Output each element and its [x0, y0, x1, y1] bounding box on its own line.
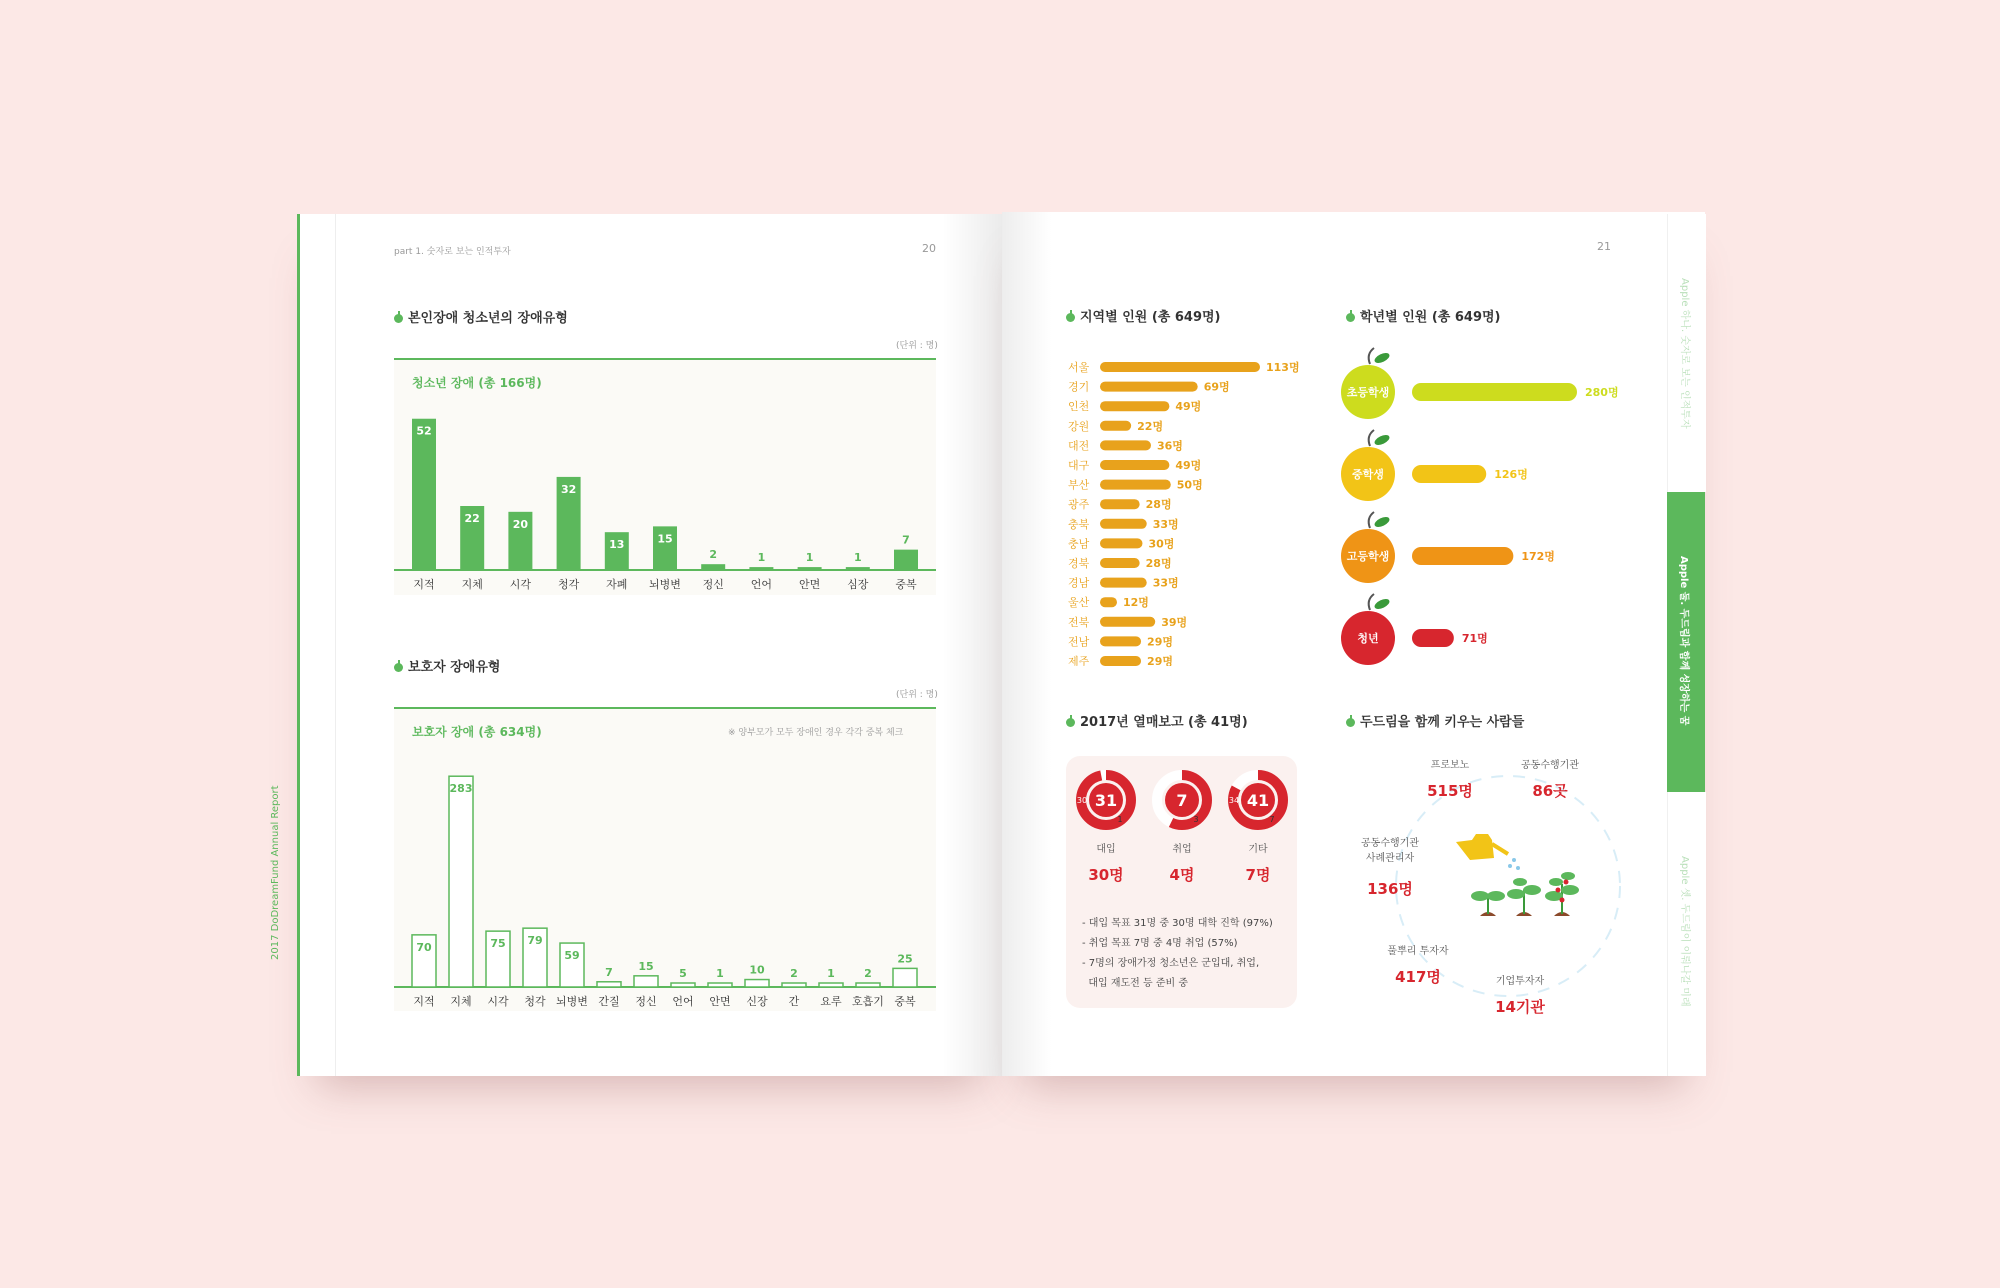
region-bar-chart — [1060, 356, 1320, 666]
report-value-1: 30명 — [1088, 866, 1124, 884]
tick-label: 지적 — [413, 995, 435, 1008]
bar — [1412, 629, 1454, 647]
tick-label: 심장 — [847, 578, 869, 591]
data-label: 30명 — [1148, 537, 1175, 551]
apple-label: 청년 — [1357, 632, 1379, 645]
apple-leaf-icon — [1373, 597, 1391, 611]
bar — [1100, 558, 1140, 568]
data-label: 126명 — [1494, 468, 1528, 481]
tick-label: 간질 — [598, 995, 620, 1008]
tick-label: 지체 — [461, 578, 483, 591]
bar — [1100, 636, 1141, 646]
side-tab-3-label: Apple 셋. 두드림이 이뤄나갈 미래 — [1679, 856, 1690, 1007]
tick-label: 자폐 — [606, 578, 628, 591]
tick-label: 정신 — [702, 578, 724, 591]
tick-label: 신장 — [746, 995, 768, 1008]
data-label: 29명 — [1147, 635, 1173, 649]
people-label-partner: 공동수행기관 — [1521, 760, 1579, 771]
data-label: 32 — [560, 482, 577, 496]
side-tab-1-label: Apple 하나. 숫자로 보는 인적투자 — [1679, 278, 1690, 429]
apple-leaf-icon — [1373, 351, 1391, 365]
bar — [749, 567, 773, 570]
donut-right-label: 3 — [1193, 815, 1199, 824]
tick-label: 충북 — [1068, 517, 1090, 531]
bar — [894, 550, 918, 570]
tick-label: 충남 — [1068, 537, 1090, 551]
data-label: 7 — [902, 533, 910, 547]
people-value-case-manager: 136명 — [1367, 880, 1413, 898]
bar — [1100, 578, 1147, 588]
data-label: 7 — [605, 965, 613, 979]
bar — [1100, 519, 1147, 529]
data-label: 12명 — [1122, 596, 1149, 610]
bar — [1100, 617, 1155, 627]
tick-label: 언어 — [750, 578, 773, 591]
data-label: 15 — [638, 959, 654, 973]
tick-label: 뇌병변 — [556, 995, 588, 1008]
tick-label: 울산 — [1068, 596, 1090, 610]
unit-label: (단위 : 명) — [896, 690, 938, 700]
bar — [1100, 421, 1131, 431]
bar — [701, 564, 725, 570]
youth-bar-chart — [394, 360, 936, 595]
donut-value: 7 — [1176, 791, 1188, 810]
tick-label: 지체 — [450, 995, 472, 1008]
report-note: - 7명의 장애가정 청소년은 군입대, 취업, — [1082, 958, 1260, 969]
bar — [597, 982, 621, 987]
data-label: 20 — [512, 517, 529, 531]
bar — [1100, 656, 1141, 666]
data-label: 69명 — [1203, 380, 1230, 394]
data-label: 283 — [449, 782, 473, 796]
tick-label: 제주 — [1068, 655, 1090, 666]
data-label: 52 — [416, 424, 432, 438]
data-label: 2 — [790, 967, 798, 980]
data-label: 25 — [897, 952, 913, 966]
tick-label: 시각 — [487, 995, 509, 1008]
data-label: 33명 — [1152, 517, 1179, 531]
apple-label: 초등학생 — [1346, 386, 1390, 399]
bar — [846, 567, 870, 570]
report-value-2: 4명 — [1169, 866, 1195, 884]
apple-stem-icon — [1369, 430, 1374, 446]
watering-can-sprouts-icon — [1450, 824, 1590, 924]
report-label-2: 취업 — [1172, 844, 1192, 855]
people-label-case-manager: 공동수행기관 사례관리자 — [1361, 838, 1419, 864]
left-page-edge — [297, 214, 300, 1076]
donut-left-label: 4 — [1155, 796, 1161, 805]
unit-label: (단위 : 명) — [896, 341, 938, 351]
people-value-corporate: 14기관 — [1495, 998, 1545, 1016]
apple-bullet-icon — [394, 314, 403, 323]
apple-leaf-icon — [1373, 433, 1391, 447]
report-note: 대입 재도전 등 준비 중 — [1082, 978, 1189, 989]
guardian-chart-title: 보호자 장애 (총 634명) — [412, 725, 542, 739]
tick-label: 청각 — [524, 995, 546, 1008]
tick-label: 전남 — [1068, 635, 1090, 649]
data-label: 1 — [805, 551, 814, 565]
report-value-3: 7명 — [1245, 866, 1271, 884]
data-label: 39명 — [1161, 615, 1188, 629]
tick-label: 서울 — [1068, 361, 1090, 374]
donut-value: 41 — [1246, 791, 1270, 810]
data-label: 29명 — [1147, 655, 1173, 666]
bar — [634, 976, 658, 987]
data-label: 49명 — [1175, 459, 1202, 472]
data-label: 2 — [864, 967, 872, 980]
report-label-1: 대입 — [1096, 844, 1116, 855]
data-label: 49명 — [1175, 400, 1202, 414]
bar — [412, 419, 436, 570]
bar — [1100, 480, 1171, 490]
donut-left-label: 30 — [1076, 796, 1088, 805]
bar — [1100, 499, 1140, 509]
apple-leaf-icon — [1373, 515, 1391, 529]
bar — [1100, 538, 1142, 548]
report-panel — [1066, 756, 1297, 1008]
guardian-chart-note: ※ 양부모가 모두 장애인 경우 각각 중복 체크 — [728, 728, 904, 738]
section-title-text: 보호자 장애유형 — [408, 660, 501, 675]
people-value-probono: 515명 — [1427, 782, 1473, 800]
apple-stem-icon — [1369, 594, 1374, 610]
data-label: 172명 — [1521, 550, 1555, 563]
people-label-corporate: 기업투자자 — [1495, 976, 1545, 987]
people-value-partner: 86곳 — [1532, 782, 1568, 800]
bar — [856, 983, 880, 987]
data-label: 70 — [416, 940, 432, 954]
apple-bullet-icon — [394, 663, 403, 672]
people-label-grassroots: 풀뿌리 투자자 — [1387, 946, 1449, 957]
report-donut-row — [1066, 756, 1297, 836]
section-title-youth — [394, 307, 568, 326]
report-note: - 대입 목표 31명 중 30명 대학 진학 (97%) — [1082, 918, 1273, 929]
guardian-bar-chart — [394, 709, 936, 1011]
section-title-guardian — [394, 656, 500, 675]
data-label: 1 — [827, 967, 835, 980]
report-notes — [1082, 914, 1273, 994]
data-label: 22 — [464, 512, 480, 525]
tick-label: 지적 — [413, 578, 435, 591]
page-header: part 1. 숫자로 보는 인적투자 — [394, 247, 511, 257]
tick-label: 전북 — [1068, 615, 1090, 629]
tick-label: 인천 — [1068, 400, 1090, 414]
tick-label: 경기 — [1068, 380, 1090, 394]
youth-chart-title: 청소년 장애 (총 166명) — [412, 376, 542, 390]
apple-bullet-icon — [1066, 313, 1075, 322]
bar — [1100, 401, 1169, 411]
data-label: 113명 — [1266, 361, 1300, 374]
left-page-number: 20 — [922, 242, 936, 255]
youth-chart-panel — [394, 358, 936, 595]
tick-label: 언어 — [672, 995, 694, 1008]
bar — [798, 567, 822, 570]
tick-label: 안면 — [709, 995, 731, 1008]
section-title-text: 본인장애 청소년의 장애유형 — [408, 311, 568, 326]
section-title-people — [1346, 711, 1524, 730]
data-label: 22명 — [1137, 419, 1164, 433]
apple-stem-icon — [1369, 512, 1374, 528]
bar — [1100, 440, 1151, 450]
bar — [1100, 362, 1260, 372]
tick-label: 경북 — [1068, 557, 1090, 570]
bar — [782, 983, 806, 987]
bar — [1100, 382, 1198, 392]
data-label: 75 — [490, 937, 506, 951]
left-margin-line — [335, 214, 336, 1076]
section-title-text: 지역별 인원 (총 649명) — [1080, 310, 1221, 325]
tick-label: 부산 — [1068, 478, 1090, 492]
donut-right-label: 1 — [1117, 815, 1123, 824]
report-label-3: 기타 — [1248, 844, 1268, 855]
donut-left-label: 34 — [1228, 796, 1240, 805]
bar — [1100, 597, 1117, 607]
bar — [893, 968, 917, 987]
bar — [708, 983, 732, 987]
tick-label: 뇌병변 — [649, 578, 681, 591]
side-tab-2[interactable] — [1667, 492, 1705, 792]
tick-label: 대구 — [1068, 459, 1090, 472]
donut-value: 31 — [1094, 791, 1118, 810]
section-title-region — [1066, 306, 1221, 325]
tick-label: 경남 — [1068, 576, 1090, 590]
data-label: 1 — [853, 551, 862, 565]
apple-label: 고등학생 — [1346, 550, 1390, 563]
donut-right-label: 7 — [1269, 815, 1275, 824]
bar — [671, 983, 695, 987]
tick-label: 대전 — [1068, 439, 1090, 453]
data-label: 1 — [757, 551, 766, 565]
side-tab-1[interactable] — [1667, 214, 1706, 492]
apple-bullet-icon — [1346, 718, 1355, 727]
side-tab-3[interactable] — [1667, 792, 1706, 1076]
bar — [1100, 460, 1169, 470]
section-title-report — [1066, 711, 1248, 730]
tick-label: 요루 — [820, 995, 842, 1008]
people-label-probono: 프로보노 — [1430, 760, 1470, 771]
data-label: 28명 — [1145, 557, 1172, 570]
apple-stem-icon — [1369, 348, 1374, 364]
people-value-grassroots: 417명 — [1395, 968, 1441, 986]
tick-label: 청각 — [557, 578, 580, 591]
data-label: 5 — [679, 967, 687, 980]
bar — [745, 980, 769, 987]
tick-label: 정신 — [635, 995, 657, 1008]
report-note: - 취업 목표 7명 중 4명 취업 (57%) — [1082, 938, 1238, 949]
side-tab-2-label: Apple 둘. 두드림과 함께 성장하는 꿈 — [1678, 556, 1689, 726]
tick-label: 간 — [788, 995, 800, 1008]
section-title-text: 2017년 열매보고 (총 41명) — [1080, 715, 1248, 730]
data-label: 280명 — [1585, 386, 1619, 399]
tick-label: 호흡기 — [852, 995, 884, 1008]
right-page-number: 21 — [1597, 240, 1611, 253]
apple-bullet-icon — [1346, 313, 1355, 322]
data-label: 13 — [609, 538, 625, 552]
tick-label: 안면 — [798, 578, 821, 591]
people-panel — [1340, 746, 1630, 1026]
tick-label: 광주 — [1068, 498, 1090, 512]
apple-label: 중학생 — [1352, 468, 1384, 481]
bar — [1412, 465, 1486, 483]
bar — [449, 776, 473, 987]
data-label: 71명 — [1461, 632, 1488, 645]
data-label: 28명 — [1145, 498, 1172, 512]
data-label: 10 — [749, 963, 765, 977]
bar — [819, 983, 843, 987]
bar — [1412, 547, 1513, 565]
spine-text: 2017 DoDreamFund Annual Report — [270, 785, 281, 960]
apple-bullet-icon — [1066, 718, 1075, 727]
data-label: 36명 — [1156, 439, 1183, 453]
guardian-chart-panel — [394, 707, 936, 1011]
data-label: 50명 — [1176, 478, 1203, 492]
data-label: 15 — [657, 532, 673, 546]
tick-label: 중복 — [894, 995, 916, 1008]
tick-label: 시각 — [509, 578, 532, 591]
tick-label: 강원 — [1068, 419, 1090, 433]
bar — [1412, 383, 1577, 401]
data-label: 79 — [527, 934, 543, 948]
section-title-text: 학년별 인원 (총 649명) — [1360, 310, 1501, 325]
grade-bar-chart — [1340, 340, 1630, 680]
tick-label: 중복 — [895, 578, 917, 591]
data-label: 2 — [709, 548, 718, 562]
data-label: 59 — [564, 949, 580, 963]
data-label: 1 — [716, 967, 724, 980]
section-title-text: 두드림을 함께 키우는 사람들 — [1360, 715, 1525, 730]
data-label: 33명 — [1152, 576, 1179, 590]
section-title-grade — [1346, 306, 1501, 325]
